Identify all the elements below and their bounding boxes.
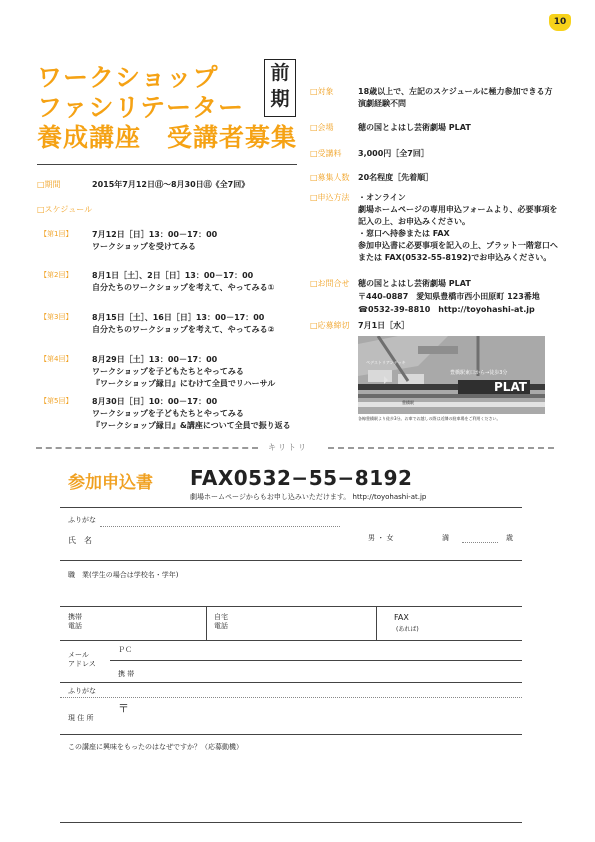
schedule-item-line2: ワークショップを子どもたちとやってみる [92, 409, 244, 418]
age-field[interactable] [462, 542, 498, 543]
schedule-item-line2: 自分たちのワークショップを考えて、やってみる① [92, 283, 275, 292]
mobile-phone-label: 携帯 電話 [68, 613, 82, 630]
home-phone-label: 自宅 電話 [214, 613, 228, 630]
schedule-item-line2: ワークショップを受けてみる [92, 242, 196, 251]
venue-label: □会場 [310, 123, 334, 132]
contact-line: 〒440-0887 愛知県豊橋市西小田原町 123番地 [358, 292, 540, 301]
venue-value: 穂の国とよはし芸術劇場 PLAT [358, 123, 471, 132]
contact-line[interactable]: ☎0532-39-8810 http://toyohashi-at.jp [358, 305, 535, 314]
form-rule-4 [60, 640, 522, 641]
pc-label: ＰＣ [118, 646, 132, 654]
schedule-label: □スケジュール [37, 205, 93, 214]
cut-line-right [328, 447, 554, 449]
period-label: □期間 [37, 180, 61, 189]
email-label: メール アドレス [68, 651, 96, 668]
capacity-label: □募集人数 [310, 173, 350, 182]
age-prefix: 満 [442, 534, 449, 542]
contact-line: 穂の国とよはし芸術劇場 PLAT [358, 279, 471, 288]
schedule-item-line3: 『ワークショップ縁日』&講座について全員で振り返る [92, 421, 291, 430]
cut-label: キリトリ [268, 443, 308, 452]
furigana2-label: ふりがな [68, 687, 96, 695]
form-title: 参加申込書 [68, 473, 153, 493]
furigana2-rule [60, 697, 522, 698]
furigana-label: ふりがな [68, 516, 96, 524]
name-field[interactable] [100, 528, 340, 548]
form-rule-6 [60, 734, 522, 735]
motive-field[interactable] [60, 752, 522, 820]
deadline-label: □応募締切 [310, 321, 350, 330]
apply-line: ・窓口へ持参または FAX [358, 229, 450, 238]
target-label: □対象 [310, 87, 334, 96]
term-badge [264, 59, 296, 117]
apply-line: または FAX(0532-55-8192)でお申込みください。 [358, 253, 552, 262]
schedule-badge: 【第1回】 [40, 230, 73, 238]
form-rule-top [60, 507, 522, 508]
target-line-2: 演劇経験不問 [358, 99, 406, 108]
title-underline [37, 164, 297, 165]
fax-note: (あれば) [396, 626, 419, 633]
apply-line: 参加申込書に必要事項を記入の上、プラット一階窓口へ [358, 241, 558, 250]
schedule-item-line1: 8月1日［土］、2日［日］13：00－17：00 [92, 271, 254, 280]
motive-label: この講座に興味をもったのはなぜですか？（応募動機） [68, 743, 243, 751]
fee-label: □受講料 [310, 149, 342, 158]
schedule-item-line1: 7月12日［日］13：00－17：00 [92, 230, 218, 239]
furigana-rule [100, 526, 340, 527]
schedule-item-line3: 『ワークショップ縁日』にむけて全員でリハーサル [92, 379, 276, 388]
form-subtitle: 劇場ホームページからもお申し込みいただけます。 http://toyohashi-at.jp [190, 493, 427, 501]
cut-line-left [36, 447, 258, 449]
fee-value: 3,000円［全7回］ [358, 149, 429, 158]
target-line-1: 18歳以上で、左記のスケジュールに極力参加できる方 [358, 87, 553, 96]
title-line-1: ワークショップ [37, 63, 219, 92]
schedule-item-line1: 8月30日［日］10：00－17：00 [92, 397, 218, 406]
form-fax: FAX0532−55−8192 [190, 466, 413, 490]
capacity-value: 20名程度［先着順］ [358, 173, 434, 182]
apply-line: 記入の上、お申込みください。 [358, 217, 470, 226]
fax-label: FAX [394, 613, 409, 622]
address-label: 現 住 所 [68, 714, 94, 722]
map-caption: 豊橋駅東口から→徒歩3分 [450, 370, 508, 376]
schedule-badge: 【第2回】 [40, 271, 73, 279]
phone-divider-2 [376, 606, 377, 640]
access-map [358, 336, 545, 426]
form-rule-3 [60, 606, 522, 607]
schedule-item-line1: 8月15日［土］、16日［日］13：00－17：00 [92, 313, 265, 322]
schedule-badge: 【第4回】 [40, 355, 73, 363]
apply-line: 劇場ホームページの専用申込フォームより、必要事項を [358, 205, 558, 214]
occupation-label: 職 業(学生の場合は学校名・学年) [68, 571, 179, 579]
apply-line: ・オンライン [358, 193, 406, 202]
logo-text: 10 [553, 17, 567, 27]
phone-divider-1 [206, 606, 207, 640]
schedule-badge: 【第3回】 [40, 313, 73, 321]
term-badge-top: 前 [270, 62, 290, 84]
schedule-badge: 【第5回】 [40, 397, 73, 405]
period-value: 2015年7月12日㊐～8月30日㊐《全7回》 [92, 180, 250, 189]
logo [549, 14, 571, 31]
term-badge-bottom: 期 [270, 88, 290, 110]
schedule-item-line1: 8月29日［土］13：00－17：00 [92, 355, 218, 364]
map-label-station: 豊橋駅 [402, 400, 414, 405]
mobile-label: 携 帯 [118, 670, 135, 678]
age-suffix: 歳 [506, 534, 513, 542]
title-line-2: ファシリテーター [37, 93, 245, 122]
postal-mark: 〒 [118, 702, 129, 715]
name-label: 氏 名 [68, 536, 92, 545]
email-divider [110, 660, 522, 661]
gender-label[interactable]: 男 ・ 女 [368, 534, 394, 542]
title-line-3: 養成講座 受講者募集 [37, 123, 298, 152]
form-rule-2 [60, 560, 522, 561]
form-rule-5 [60, 682, 522, 683]
contact-label: □お問合せ [310, 279, 350, 288]
deadline-value: 7月1日［水］ [358, 321, 410, 330]
map-plat-label: PLAT [494, 380, 527, 394]
form-rule-bottom [60, 822, 522, 823]
apply-label: □申込方法 [310, 193, 350, 202]
schedule-item-line2: ワークショップを子どもたちとやってみる [92, 367, 244, 376]
map-label-deck: ペデストリアンデッキ [366, 360, 406, 365]
map-note: 各線豊橋駅より徒歩3分。お車でお越しの際は近隣の駐車場をご利用ください。 [358, 416, 501, 421]
schedule-item-line2: 自分たちのワークショップを考えて、やってみる② [92, 325, 275, 334]
